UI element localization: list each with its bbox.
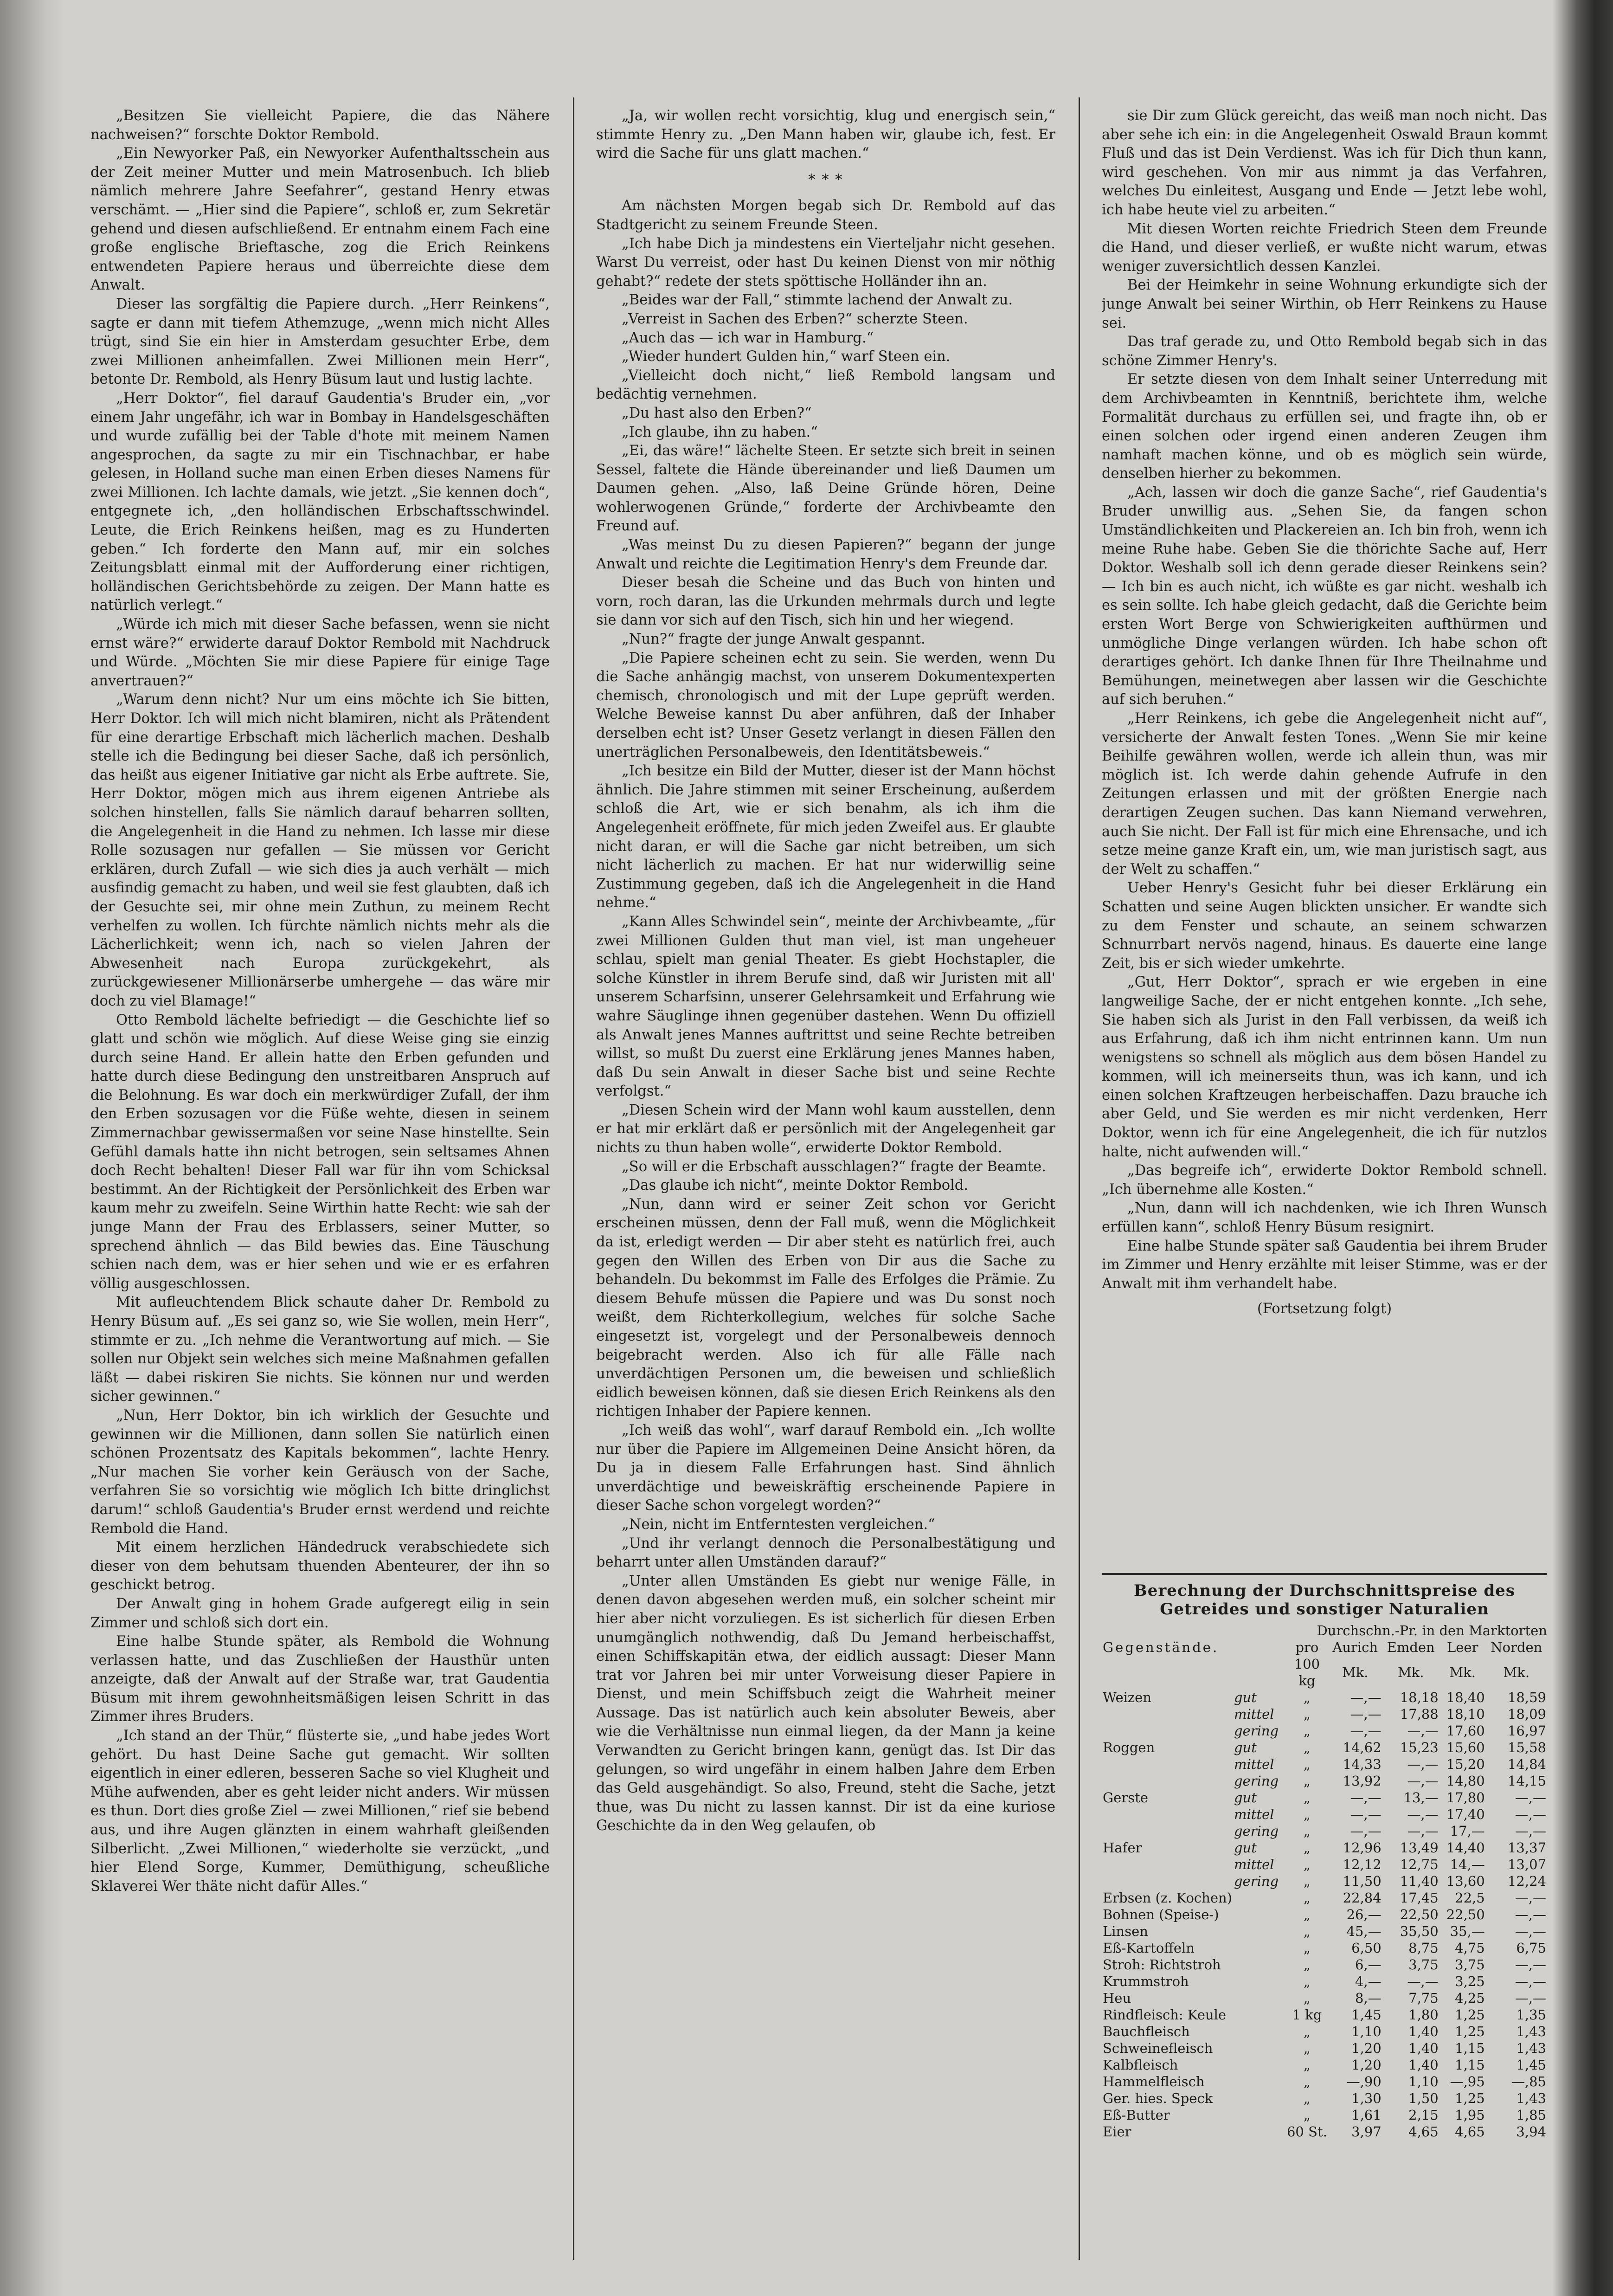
item-name: Ger. hies. Speck xyxy=(1103,2090,1213,2106)
price-value: —,— xyxy=(1515,1957,1546,1973)
unit: „ xyxy=(1303,1907,1311,1922)
price-value: 18,40 xyxy=(1446,1690,1485,1705)
paragraph: Mit einem herzlichen Händedruck verabschiedete sich dieser von dem behutsam thuenden Abenteurer, der ihn so geschickt betrog. xyxy=(90,1539,550,1593)
price-value: 1,40 xyxy=(1408,2040,1439,2056)
paragraph: Am nächsten Morgen begab sich Dr. Rembold auf das Stadtgericht zu seinem Freunde Steen. xyxy=(596,198,1055,233)
item-name: Gerste xyxy=(1103,1790,1148,1806)
price-value: —,— xyxy=(1407,1806,1439,1822)
price-value: 17,45 xyxy=(1400,1890,1439,1906)
paragraph: „Ich glaube, ihn zu haben.“ xyxy=(622,424,818,440)
price-value: 1,85 xyxy=(1516,2107,1546,2123)
unit: „ xyxy=(1303,1756,1311,1772)
price-value: 22,84 xyxy=(1343,1890,1382,1906)
price-value: 13,— xyxy=(1403,1790,1439,1806)
price-value: 13,37 xyxy=(1507,1840,1546,1856)
price-value: —,— xyxy=(1350,1690,1382,1705)
header-currency: Mk. xyxy=(1449,1664,1476,1680)
price-value: —,85 xyxy=(1511,2074,1546,2090)
price-value: 3,97 xyxy=(1351,2124,1382,2140)
price-value: —,— xyxy=(1515,1790,1546,1806)
paragraph: „Vielleicht doch nicht,“ ließ Rembold langsam und bedächtig vernehmen. xyxy=(596,367,1055,403)
table-header-row xyxy=(1102,1639,1547,1656)
price-value: 18,09 xyxy=(1507,1706,1546,1722)
price-value: 22,50 xyxy=(1400,1907,1439,1922)
paragraph: „Beides war der Fall,“ stimmte lachend der Anwalt zu. xyxy=(622,292,1013,309)
paragraph: „Würde ich mich mit dieser Sache befassen, wenn sie nicht ernst wäre?“ erwiderte darauf Doktor Rembold mit Nachdruck und Würde. „Möchten Sie mir diese Papiere für einige Tage anvertrauen?“ xyxy=(90,616,550,689)
quality: gut xyxy=(1234,1690,1257,1705)
paragraph: „Warum denn nicht? Nur um eins möchte ich Sie bitten, Herr Doktor. Ich will mich nicht blamiren, nicht als Prätendent für eine derartige Erbschaft mich lächerlich machen. Deshalb stelle ich die Bedingung bei dieser Sache, daß ich persönlich, das heißt aus eigener Initiative gar nicht als Erbe auftrete. Sie, Herr Doktor, mögen mich aus ihrem eigenen Antriebe als solchen hinstellen, falls Sie nämlich darauf beharren sollten, die Angelegenheit in die Hand zu nehmen. Ich lasse mir diese Rolle sozusagen nur gefallen — Sie müssen vor Gericht erklären, durch Zufall — wie sich dies ja auch verhält — mich ausfindig gemacht zu haben, und weil sie fest glaubten, daß ich der Gesuchte sei, mir ohne mein Zuthun, zu meinem Recht verhelfen zu wollen. Ich fürchte nämlich nichts mehr als die Lächerlichkeit; wenn ich, nach so vielen Jahren der Abwesenheit nach Europa zurückgekehrt, als zurückgewiesener Millionärserbe umhergehe — das wäre mir doch zu viel Blamage!“ xyxy=(90,691,550,1009)
price-value: 35,— xyxy=(1450,1923,1485,1939)
header-per: pro xyxy=(1295,1639,1319,1655)
unit: „ xyxy=(1303,2024,1311,2039)
quality: mittel xyxy=(1234,1756,1274,1772)
table-row xyxy=(1102,1789,1547,1806)
price-value: 1,50 xyxy=(1408,2090,1439,2106)
price-value: —,— xyxy=(1407,1823,1439,1839)
item-name xyxy=(1102,1856,1233,1873)
header-town-emden: Emden xyxy=(1387,1639,1435,1655)
price-value: 1,61 xyxy=(1351,2107,1382,2123)
price-table-grid xyxy=(1102,1639,1547,2140)
table-row xyxy=(1102,1689,1547,1706)
price-value: 15,58 xyxy=(1507,1740,1546,1755)
price-value: 1,25 xyxy=(1455,2090,1485,2106)
item-name xyxy=(1102,1722,1233,1739)
paragraph: „Ei, das wäre!“ lächelte Steen. Er setzte sich breit in seinen Sessel, faltete die Hände übereinander und ließ Daumen um Daumen gehen. „Also, laß Deine Gründe hören, Deine wohlerwogenen Gründe,“ forderte der Archivbeamte den Freund auf. xyxy=(596,443,1055,535)
header-town-aurich: Aurich xyxy=(1332,1639,1378,1655)
quality xyxy=(1233,2006,1286,2023)
table-row xyxy=(1102,1823,1547,1839)
unit: 1 kg xyxy=(1292,2007,1322,2023)
paragraph: „Herr Reinkens, ich gebe die Angelegenheit nicht auf“, versicherte der Anwalt festen Tones. „Wenn Sie mir keine Beihilfe gewähren wollen, werde ich allein thun, was mir möglich ist. Ich werde dahin gehende Aufrufe in den Zeitungen erlassen und mit der größten Energie nach derartigen Zeugen suchen. Das kann Niemand verwehren, auch Sie nicht. Der Fall ist für mich eine Ehrensache, und ich setze meine ganze Kraft ein, um, wie man juristisch sagt, aus der Welt zu schaffen.“ xyxy=(1102,710,1547,877)
paragraph: „Diesen Schein wird der Mann wohl kaum ausstellen, denn er hat mir erklärt daß er persönlich mit der Angelegenheit gar nichts zu thun haben wolle“, erwiderte Doktor Rembold. xyxy=(596,1102,1055,1156)
price-value: 1,45 xyxy=(1351,2007,1382,2023)
paragraph: „Herr Doktor“, fiel darauf Gaudentia's Bruder ein, „vor einem Jahr ungefähr, ich war in Bombay in Handelsgeschäften und wurde zufällig bei der Table d'hote mit meinem Namen angesprochen, da sagte zu mir ein Tischnachbar, er habe gelesen, in Holland suche man einen Erben dieses Namens für zwei Millionen. Ich lachte damals, wie jetzt. „Sie kennen doch“, entgegnete ich, „den holländischen Erbschaftsschwindel. Leute, die Erich Reinkens heißen, mag es zu Hunderten geben.“ Ich forderte den Mann auf, mir ein solches Zeitungsblatt einmal mit der Aufforderung einer richtigen, holländischen Gerichtsbehörde zu zeigen. Der Mann hatte es natürlich verlegt.“ xyxy=(90,390,550,614)
price-value: 35,50 xyxy=(1400,1923,1439,1939)
price-value: —,— xyxy=(1407,1773,1439,1789)
price-value: 14,15 xyxy=(1507,1773,1546,1789)
price-value: 6,— xyxy=(1355,1957,1382,1973)
item-name: Krummstroh xyxy=(1103,1974,1189,1989)
table-row xyxy=(1102,1973,1547,1990)
item-name: Bohnen (Speise-) xyxy=(1103,1907,1219,1922)
paragraph: Das traf gerade zu, und Otto Rembold begab sich in das schöne Zimmer Henry's. xyxy=(1102,334,1547,369)
paragraph: „Nun?“ fragte der junge Anwalt gespannt. xyxy=(622,631,925,648)
price-value: 8,— xyxy=(1355,1990,1382,2006)
quality: gering xyxy=(1234,1823,1279,1839)
paragraph: „Ach, lassen wir doch die ganze Sache“, rief Gaudentia's Bruder unwillig aus. „Sehen Sie, da fangen schon Umständlichkeiten und Plackereien an. Ich bin froh, wenn ich meine Ruhe habe. Geben Sie die thörichte Sache auf, Herr Doktor. Weshalb soll ich denn gerade dieser Reinkens sein? — Ich bin es auch nicht, ich wüßte es gar nicht. weshalb ich es sein sollte. Ich habe gleich gedacht, daß die Gerichte beim ersten Wort Berge von Schwierigkeiten aufthürmen und unmögliche Dinge verlangen würden. Ich habe schon oft derartiges gehört. Ich danke Ihnen für Ihre Theilnahme und Bemühungen, meinetwegen aber lassen wir die Geschichte auf sich beruhen.“ xyxy=(1102,484,1547,708)
price-table-subheading-row xyxy=(1102,1622,1547,1639)
item-name xyxy=(1102,1873,1233,1890)
paragraph: „Nein, nicht im Entferntesten vergleichen.“ xyxy=(622,1516,935,1533)
paragraph: sie Dir zum Glück gereicht, das weiß man noch nicht. Das aber sehe ich ein: in die Angelegenheit Oswald Braun kommt Fluß und das ist Dein Verdienst. Was ich für Dich thun kann, wird geschehen. Von mir aus nimmt ja das Verfahren, welches Du einleitest, Ausgang und Ende — Jetzt lebe wohl, ich habe heute viel zu arbeiten.“ xyxy=(1102,108,1547,218)
price-value: 12,96 xyxy=(1343,1840,1382,1856)
price-value: 1,40 xyxy=(1408,2057,1439,2073)
table-unit-row xyxy=(1102,1656,1547,1689)
quality xyxy=(1233,1890,1286,1906)
price-value: 18,18 xyxy=(1400,1690,1439,1705)
item-name: Eß-Kartoffeln xyxy=(1103,1940,1195,1956)
paragraph: Der Anwalt ging in hohem Grade aufgeregt eilig in sein Zimmer und schloß sich dort ein. xyxy=(90,1595,550,1631)
price-value: 1,25 xyxy=(1455,2024,1485,2039)
price-value: 1,15 xyxy=(1455,2057,1485,2073)
paragraph: Dieser besah die Scheine und das Buch von hinten und vorn, roch daran, las die Urkunden mehrmals durch und legte sie dann vor sich auf den Tisch, sich hin und her wiegend. xyxy=(596,574,1055,629)
paragraph: „Wieder hundert Gulden hin,“ warf Steen ein. xyxy=(622,348,951,365)
unit: „ xyxy=(1303,1723,1311,1739)
paragraph: Eine halbe Stunde später, als Rembold die Wohnung verlassen hatte, und das Zuschließen der Hausthür unten anzeigte, daß der Anwalt auf der Straße war, trat Gaudentia Büsum mit ihrem gewohnheitsmäßigen leisen Schritt in das Zimmer ihres Bruders. xyxy=(90,1633,550,1725)
quality xyxy=(1233,2107,1286,2123)
column-rule xyxy=(1079,97,1080,2260)
price-value: 1,30 xyxy=(1351,2090,1382,2106)
newspaper-page xyxy=(90,79,1547,2269)
unit: 60 St. xyxy=(1286,2124,1327,2140)
unit: „ xyxy=(1303,1873,1311,1889)
quality xyxy=(1233,1940,1286,1956)
table-row xyxy=(1102,2040,1547,2057)
price-value: 1,15 xyxy=(1455,2040,1485,2056)
price-value: —,90 xyxy=(1346,2074,1382,2090)
price-value: 6,75 xyxy=(1516,1940,1546,1956)
price-table xyxy=(1102,1573,1547,2140)
unit: „ xyxy=(1303,1690,1311,1705)
price-value: 1,25 xyxy=(1455,2007,1485,2023)
item-name: Hafer xyxy=(1103,1840,1142,1856)
price-value: 4,— xyxy=(1355,1974,1382,1989)
price-value: 11,50 xyxy=(1343,1873,1382,1889)
price-value: 1,10 xyxy=(1351,2024,1382,2039)
paragraph: „Die Papiere scheinen echt zu sein. Sie werden, wenn Du die Sache anhängig machst, von unserem Dokumentexperten chemisch, chronologisch und mit der Lupe geprüft werden. Welche Beweise kannst Du aber anführen, daß der Inhaber derselben echt ist? Unser Gesetz verlangt in diesen Fällen den unerträglichen Personalbeweis, den Identitätsbeweis.“ xyxy=(596,650,1055,761)
quality: gering xyxy=(1234,1873,1279,1889)
table-row xyxy=(1102,1839,1547,1856)
paragraph: „Ich weiß das wohl“, warf darauf Rembold ein. „Ich wollte nur über die Papiere im Allgemeinen Deine Ansicht hören, da Du ja in diesem Falle Erfahrungen hast. Sind ähnlich unverdächtige und beweiskräftig erscheinende Papiere in dieser Sache schon vorgelegt worden?“ xyxy=(596,1422,1055,1514)
price-value: —,— xyxy=(1350,1723,1382,1739)
item-name xyxy=(1102,1806,1233,1823)
price-value: 15,20 xyxy=(1446,1756,1485,1772)
price-value: 26,— xyxy=(1346,1907,1382,1922)
price-value: 7,75 xyxy=(1408,1990,1439,2006)
price-value: 1,10 xyxy=(1408,2074,1439,2090)
price-value: —,— xyxy=(1515,1907,1546,1922)
price-value: 1,43 xyxy=(1516,2024,1546,2039)
price-value: —,95 xyxy=(1450,2074,1485,2090)
price-value: 18,10 xyxy=(1446,1706,1485,1722)
price-value: —,— xyxy=(1515,1990,1546,2006)
item-name: Stroh: Richtstroh xyxy=(1103,1957,1221,1973)
table-row xyxy=(1102,1923,1547,1940)
unit: „ xyxy=(1303,1806,1311,1822)
unit: „ xyxy=(1303,1940,1311,1956)
price-value: 6,50 xyxy=(1351,1940,1382,1956)
unit: „ xyxy=(1303,1773,1311,1789)
price-value: 1,40 xyxy=(1408,2024,1439,2039)
unit: „ xyxy=(1303,1974,1311,1989)
unit: „ xyxy=(1303,2040,1311,2056)
paragraph: „Auch das — ich war in Hamburg.“ xyxy=(622,329,874,346)
price-value: 14,— xyxy=(1450,1857,1485,1872)
price-value: 17,80 xyxy=(1446,1790,1485,1806)
paragraph: „Ja, wir wollen recht vorsichtig, klug und energisch sein,“ stimmte Henry zu. „Den Mann haben wir, glaube ich, fest. Er wird die Sache für uns glatt machen.“ xyxy=(596,108,1055,162)
unit: „ xyxy=(1303,1740,1311,1755)
paragraph: „Gut, Herr Doktor“, sprach er wie ergeben in eine langweilige Sache, der er nicht entgehen konnte. „Ich sehe, Sie haben sich als Jurist in den Fall verbissen, da weiß ich aus Erfahrung, daß ich ihm nicht entrinnen kann. Um nun wenigstens so schnell als möglich aus dem bösen Handel zu kommen, will ich meinerseits thun, was ich kann, und ich einen solchen Kraftzeugen herbeischaffen. Dazu brauche ich aber Geld, und Sie werden es mir nicht verdenken, Herr Doktor, wenn ich für eine Angelegenheit, die ich für nutzlos halte, nicht aufwenden will.“ xyxy=(1102,974,1547,1160)
table-row xyxy=(1102,2123,1547,2140)
quality: gut xyxy=(1234,1790,1257,1806)
price-value: 14,40 xyxy=(1446,1840,1485,1856)
price-value: 3,75 xyxy=(1408,1957,1439,1973)
paragraph: „Und ihr verlangt dennoch die Personalbestätigung und beharrt unter allen Umständen darauf?“ xyxy=(596,1535,1055,1571)
price-value: 11,40 xyxy=(1400,1873,1439,1889)
quality xyxy=(1233,1956,1286,1973)
price-value: 3,75 xyxy=(1455,1957,1485,1973)
price-value: 14,33 xyxy=(1343,1756,1382,1772)
quality xyxy=(1233,1906,1286,1923)
price-value: —,— xyxy=(1515,1806,1546,1822)
price-value: 13,07 xyxy=(1507,1857,1546,1872)
continuation-note: (Fortsetzung folgt) xyxy=(1257,1301,1392,1317)
price-value: 22,5 xyxy=(1455,1890,1485,1906)
table-top-rule xyxy=(1102,1573,1547,1575)
paragraph: „Das glaube ich nicht“, meinte Doktor Rembold. xyxy=(622,1177,969,1194)
price-value: —,— xyxy=(1350,1806,1382,1822)
price-value: 18,59 xyxy=(1507,1690,1546,1705)
quality: mittel xyxy=(1234,1706,1274,1722)
quality xyxy=(1233,1973,1286,1990)
item-name xyxy=(1102,1773,1233,1789)
unit: „ xyxy=(1303,2090,1311,2106)
price-value: 3,25 xyxy=(1455,1974,1485,1989)
item-name: Schweinefleisch xyxy=(1103,2040,1213,2056)
price-value: 4,75 xyxy=(1455,1940,1485,1956)
unit: „ xyxy=(1303,1706,1311,1722)
table-row xyxy=(1102,1873,1547,1890)
quality: mittel xyxy=(1234,1806,1274,1822)
paragraph: „Nun, dann will ich nachdenken, wie ich Ihren Wunsch erfüllen kann“, schloß Henry Büsum resignirt. xyxy=(1102,1200,1547,1236)
item-name: Linsen xyxy=(1103,1923,1148,1939)
price-value: —,— xyxy=(1407,1723,1439,1739)
item-name: Eß-Butter xyxy=(1103,2107,1170,2123)
table-row xyxy=(1102,1806,1547,1823)
quality: gering xyxy=(1234,1723,1279,1739)
paragraph: Er setzte diesen von dem Inhalt seiner Unterredung mit dem Archivbeamten in Kenntniß, berichtete ihm, welche Formalität durchaus zu erfüllen sei, und fragte ihn, ob er einen solchen oder irgend einen anderen Zeugen ihm namhaft machen könne, und ob es möglich sein würde, denselben hierher zu bekommen. xyxy=(1102,371,1547,482)
paragraph: „Was meinst Du zu diesen Papieren?“ begann der junge Anwalt und reichte die Legitimation Henry's dem Freunde dar. xyxy=(596,537,1055,572)
header-unit: 100 kg xyxy=(1294,1656,1320,1689)
unit: „ xyxy=(1303,1857,1311,1872)
text-column-1 xyxy=(90,107,550,2251)
price-value: 13,49 xyxy=(1400,1840,1439,1856)
price-value: 1,45 xyxy=(1516,2057,1546,2073)
price-value: 1,43 xyxy=(1516,2090,1546,2106)
table-row xyxy=(1102,1739,1547,1756)
quality: gut xyxy=(1234,1840,1257,1856)
price-value: —,— xyxy=(1515,1974,1546,1989)
price-value: —,— xyxy=(1350,1823,1382,1839)
price-value: 1,20 xyxy=(1351,2040,1382,2056)
table-row xyxy=(1102,1956,1547,1973)
price-value: 1,80 xyxy=(1408,2007,1439,2023)
price-value: 14,80 xyxy=(1446,1773,1485,1789)
paragraph: Dieser las sorgfältig die Papiere durch. „Herr Reinkens“, sagte er dann mit tiefem Athemzuge, „wenn mich nicht Alles trügt, sind Sie ein hier in Amsterdam gesuchter Erbe, dem zwei Millionen anheimfallen. Zwei Millionen mein Herr“, betonte Dr. Rembold, als Henry Büsum laut und lustig lachte. xyxy=(90,296,550,388)
quality xyxy=(1233,2023,1286,2040)
paragraph: Eine halbe Stunde später saß Gaudentia bei ihrem Bruder im Zimmer und Henry erzählte mit leiser Stimme, was er der Anwalt mit ihm verhandelt habe. xyxy=(1102,1238,1547,1292)
paragraph: „Kann Alles Schwindel sein“, meinte der Archivbeamte, „für zwei Millionen Gulden thut man viel, ist man ungeheuer schlau, spielt man genial Theater. Es giebt Hochstapler, die solche Künstler in ihrem Berufe sind, daß wir Juristen mit all' unserem Scharfsinn, unserer Gelehrsamkeit und Erfahrung wie wahre Säuglinge ihnen gegenüber dastehen. Wenn Du offiziell als Anwalt jenes Mannes auftrittst und seine Rechte betreiben willst, so mußt Du zuerst eine Erklärung jenes Mannes haben, daß Du sein Anwalt in dieser Sache bist und seine Rechte verfolgst.“ xyxy=(596,913,1055,1100)
unit: „ xyxy=(1303,2074,1311,2090)
table-row xyxy=(1102,1906,1547,1923)
table-row xyxy=(1102,1773,1547,1789)
quality: mittel xyxy=(1234,1857,1274,1872)
header-goods: Gegenstände. xyxy=(1103,1639,1219,1655)
header-currency: Mk. xyxy=(1342,1664,1369,1680)
unit: „ xyxy=(1303,1990,1311,2006)
paragraph: Otto Rembold lächelte befriedigt — die Geschichte lief so glatt und schön wie möglich. Auf diese Weise ging sie einzig durch seine Hand. Er allein hatte den Erben gefunden und hatte durch diese Bedingung den unstreitbaren Anspruch auf die Belohnung. Es war doch ein merkwürdiger Zufall, der ihm den Erben sozusagen vor die Füße wehte, diesen in seinem Zimmernachbar gewissermaßen vor seine Nase hinstellte. Sein Gefühl damals hatte ihn nicht betrogen, sein seltsames Ahnen doch Recht behalten! Dieser Fall war für ihn vom Schicksal bestimmt. An der Richtigkeit der Persönlichkeit des Erben war kaum mehr zu zweifeln. Seine Wirthin hatte Recht: wie sah der junge Mann der Frau des Erblassers, seiner Mutter, so sprechend ähnlich — das Bild bewies das. Eine Täuschung schien nach dem, was er hier sehen und wie er es erfahren völlig ausgeschlossen. xyxy=(90,1012,550,1292)
header-currency: Mk. xyxy=(1503,1664,1530,1680)
table-row xyxy=(1102,1890,1547,1906)
price-value: 17,— xyxy=(1450,1823,1485,1839)
table-row xyxy=(1102,2023,1547,2040)
price-value: 4,65 xyxy=(1408,2124,1439,2140)
unit: „ xyxy=(1303,1790,1311,1806)
paragraph: Mit diesen Worten reichte Friedrich Steen dem Freunde die Hand, und dieser verließ, er wußte nicht warum, etwas weniger zuversichtlich dessen Kanzlei. xyxy=(1102,220,1547,275)
quality xyxy=(1233,2123,1286,2140)
item-name: Rindfleisch: Keule xyxy=(1103,2007,1227,2023)
price-value: 15,23 xyxy=(1400,1740,1439,1755)
paragraph: Bei der Heimkehr in seine Wohnung erkundigte sich der junge Anwalt bei seiner Wirthin, ob Herr Reinkens zu Hause sei. xyxy=(1102,277,1547,331)
quality xyxy=(1233,1923,1286,1940)
price-value: 4,25 xyxy=(1455,1990,1485,2006)
paragraph: „Du hast also den Erben?“ xyxy=(622,405,812,421)
unit: „ xyxy=(1303,2057,1311,2073)
paragraph: Mit aufleuchtendem Blick schaute daher Dr. Rembold zu Henry Büsum auf. „Es sei ganz so, wie Sie wollen, mein Herr“, stimmte er zu. „Ich nehme die Verantwortung auf mich. — Sie sollen nur Objekt sein welches sich meine Maßnahmen gefallen läßt — dabei riskiren Sie nichts. Sie können nur und werden sicher gewinnen.“ xyxy=(90,1294,550,1405)
unit: „ xyxy=(1303,1923,1311,1939)
price-value: 17,60 xyxy=(1446,1723,1485,1739)
unit: „ xyxy=(1303,1823,1311,1839)
paragraph: „Nun, Herr Doktor, bin ich wirklich der Gesuchte und gewinnen wir die Millionen, dann sollen Sie natürlich einen schönen Prozentsatz des Kapitals bekommen“, lachte Henry. „Nur machen Sie vorher kein Geräusch von der Sache, verfahren Sie so vorsichtig wie möglich Ich bitte dringlichst darum!“ schloß Gaudentia's Bruder ernst werdend und reichte Rembold die Hand. xyxy=(90,1407,550,1537)
price-value: 17,88 xyxy=(1400,1706,1439,1722)
quality: gering xyxy=(1234,1773,1279,1789)
price-value: 14,84 xyxy=(1507,1756,1546,1772)
paragraph: „So will er die Erbschaft ausschlagen?“ fragte der Beamte. xyxy=(622,1158,1046,1175)
item-name xyxy=(1102,1706,1233,1722)
table-row xyxy=(1102,1722,1547,1739)
price-value: —,— xyxy=(1407,1756,1439,1772)
price-value: 4,65 xyxy=(1455,2124,1485,2140)
price-value: —,— xyxy=(1350,1706,1382,1722)
quality xyxy=(1233,2090,1286,2107)
table-row xyxy=(1102,2073,1547,2090)
price-value: —,— xyxy=(1515,1823,1546,1839)
price-value: —,— xyxy=(1407,1974,1439,1989)
paragraph: „Ich besitze ein Bild der Mutter, dieser ist der Mann höchst ähnlich. Die Jahre stimmen mit seiner Erscheinung, außerdem schloß die Art, wie er sich benahm, als ich ihm die Angelegenheit eröffnete, für mich jeden Zweifel aus. Er glaubte nicht daran, er will die Sache gar nicht betreiben, um sich nicht lächerlich zu machen. Er hat nur widerwillig seine Zustimmung gegeben, daß ich die Angelegenheit in die Hand nehme.“ xyxy=(596,763,1055,911)
table-row xyxy=(1102,2006,1547,2023)
column-rule xyxy=(573,97,574,2260)
price-value: 12,24 xyxy=(1507,1873,1546,1889)
table-row xyxy=(1102,2090,1547,2107)
text-column-3-body xyxy=(1102,107,1547,1293)
item-name: Hammelfleisch xyxy=(1103,2074,1205,2090)
price-value: 1,43 xyxy=(1516,2040,1546,2056)
price-value: 12,75 xyxy=(1400,1857,1439,1872)
paragraph: „Das begreife ich“, erwiderte Doktor Rembold schnell. „Ich übernehme alle Kosten.“ xyxy=(1102,1162,1547,1198)
paragraph: * * * xyxy=(808,171,843,188)
item-name xyxy=(1102,1823,1233,1839)
price-value: —,— xyxy=(1515,1923,1546,1939)
table-row xyxy=(1102,2107,1547,2123)
unit: „ xyxy=(1303,1840,1311,1856)
table-row xyxy=(1102,1706,1547,1722)
item-name: Weizen xyxy=(1103,1690,1151,1705)
paragraph: „Ich habe Dich ja mindestens ein Vierteljahr nicht gesehen. Warst Du verreist, oder hast Du keinen Dienst von mir nöthig gehabt?“ redete der stets spöttische Holländer ihn an. xyxy=(596,235,1055,290)
table-row xyxy=(1102,1856,1547,1873)
page-edge-shadow xyxy=(1553,0,1613,2296)
price-table-subheading: Durchschn.-Pr. in den Marktorten xyxy=(1317,1623,1547,1638)
price-value: 12,12 xyxy=(1343,1857,1382,1872)
table-row xyxy=(1102,2057,1547,2073)
item-name xyxy=(1102,1756,1233,1773)
paragraph: „Ich stand an der Thür,“ flüsterte sie, „und habe jedes Wort gehört. Du hast Deine Sache gut gemacht. Wir sollten eigentlich in einer edleren, besseren Sache so viel Klugheit und Mühe aufwenden, aber es geht leider nicht anders. Wir müssen es thun. Dort dies große Ziel — zwei Millionen,“ rief sie bebend aus, und ihre Augen glänzten in einem wahrhaft gleißenden Silberlicht. „Zwei Millionen,“ wiederholte sie verzückt, „und hier Elend Sorge, Kummer, Demüthigung, scheußliche Sklaverei Wer thäte nicht dafür Alles.“ xyxy=(90,1728,550,1895)
price-value: 13,92 xyxy=(1343,1773,1382,1789)
unit: „ xyxy=(1303,2107,1311,2123)
price-value: 1,35 xyxy=(1516,2007,1546,2023)
quality xyxy=(1233,2057,1286,2073)
page-binding-shadow xyxy=(0,0,65,2296)
item-name: Eier xyxy=(1103,2124,1131,2140)
price-value: 1,20 xyxy=(1351,2057,1382,2073)
paragraph: Ueber Henry's Gesicht fuhr bei dieser Erklärung ein Schatten und seine Augen blickten unsicher. Er wandte sich zu dem Fenster und schaute, an seinem schwarzen Schnurrbart nervös nagend, hinaus. Es dauerte eine lange Zeit, bis er sich wieder umkehrte. xyxy=(1102,880,1547,972)
price-value: 22,50 xyxy=(1446,1907,1485,1922)
unit: „ xyxy=(1303,1957,1311,1973)
table-row xyxy=(1102,1756,1547,1773)
paragraph: „Unter allen Umständen Es giebt nur wenige Fälle, in denen davon abgesehen werden muß, ein solcher scheint mir hier aber nicht vorzuliegen. Es ist sicherlich für diesen Erben unumgänglich nothwendig, daß Du Jemand herbeischaffst, einen Schiffskapitän etwa, der eidlich aussagt: Dieser Mann trat vor Jahren bei mir unter Vorweisung dieser Papiere in Dienst, und mein Schiffsbuch zeigt die Wahrheit meiner Aussage. Das ist natürlich auch kein absoluter Beweis, aber wie die Verhältnisse nun einmal liegen, da der Mann ja keine Verwandten zu Gericht bringen kann, genügt das. Ist Dir das gelungen, so wird ungefähr in einem halben Jahre dem Erben das Geld ausgehändigt. So also, Freund, steht die Sache, jetzt thue, was Du nicht zu lassen kannst. Dir ist da eine kuriose Geschichte da in den Weg gelaufen, ob xyxy=(596,1573,1055,1834)
item-name: Erbsen (z. Kochen) xyxy=(1103,1890,1232,1906)
text-column-2 xyxy=(596,107,1055,2251)
quality: gut xyxy=(1234,1740,1257,1755)
price-value: 2,15 xyxy=(1408,2107,1439,2123)
price-value: 17,40 xyxy=(1446,1806,1485,1822)
header-blank xyxy=(1102,1656,1286,1689)
quality xyxy=(1233,2073,1286,2090)
quality xyxy=(1233,1990,1286,2006)
item-name: Heu xyxy=(1103,1990,1131,2006)
header-currency: Mk. xyxy=(1397,1664,1424,1680)
price-value: 8,75 xyxy=(1408,1940,1439,1956)
price-value: 16,97 xyxy=(1507,1723,1546,1739)
table-row xyxy=(1102,1940,1547,1956)
price-table-title: Berechnung der Durchschnittspreise des Getreides und sonstiger Naturalien xyxy=(1134,1581,1515,1619)
price-value: 15,60 xyxy=(1446,1740,1485,1755)
item-name: Bauchfleisch xyxy=(1103,2024,1190,2039)
paragraph: „Besitzen Sie vielleicht Papiere, die das Nähere nachweisen?“ forschte Doktor Rembold. xyxy=(90,108,550,143)
header-town-norden: Norden xyxy=(1491,1639,1542,1655)
paragraph: „Ein Newyorker Paß, ein Newyorker Aufenthaltsschein aus der Zeit meiner Mutter und mein Matrosenbuch. Ich blieb nämlich mehrere Jahre Seefahrer“, gestand Henry etwas verschämt. — „Hier sind die Papiere“, schloß er, zum Sekretär gehend und diesen aufschließend. Er entnahm einem Fach eine große englische Brieftasche, zog die Erich Reinkens entwendeten Papiere heraus und überreichte diese dem Anwalt. xyxy=(90,145,550,294)
unit: „ xyxy=(1303,1890,1311,1906)
quality xyxy=(1233,2040,1286,2057)
item-name: Roggen xyxy=(1103,1740,1155,1755)
price-value: 45,— xyxy=(1346,1923,1382,1939)
price-value: 14,62 xyxy=(1343,1740,1382,1755)
price-table-body xyxy=(1102,1689,1547,2140)
price-value: —,— xyxy=(1350,1790,1382,1806)
price-value: 13,60 xyxy=(1446,1873,1485,1889)
item-name: Kalbfleisch xyxy=(1103,2057,1178,2073)
price-value: —,— xyxy=(1515,1890,1546,1906)
paragraph: „Nun, dann wird er seiner Zeit schon vor Gericht erscheinen müssen, denn der Fall muß, wenn die Möglichkeit da ist, erledigt werden — Dir aber steht es natürlich frei, auch gegen den Willen des Erben von Dir aus die Sache zu behandeln. Du bekommst im Falle des Erfolges die Prämie. Zu diesem Behufe müssen die Papiere und was Du sonst noch weißt, dem Richterkollegium, welches für solche Sache eingesetzt ist, vorgelegt und der Personalbeweis dennoch beigebracht werden. Also ich für alle Fälle nach unverdächtigen Personen um, die beweisen und schließlich eidlich beweisen können, daß sie diesen Erich Reinkens als den richtigen Inhaber der Papiere kennen. xyxy=(596,1196,1055,1420)
price-value: 3,94 xyxy=(1516,2124,1546,2140)
paragraph: „Verreist in Sachen des Erben?“ scherzte Steen. xyxy=(622,310,968,327)
header-town-leer: Leer xyxy=(1446,1639,1478,1655)
price-value: 1,95 xyxy=(1455,2107,1485,2123)
table-row xyxy=(1102,1990,1547,2006)
